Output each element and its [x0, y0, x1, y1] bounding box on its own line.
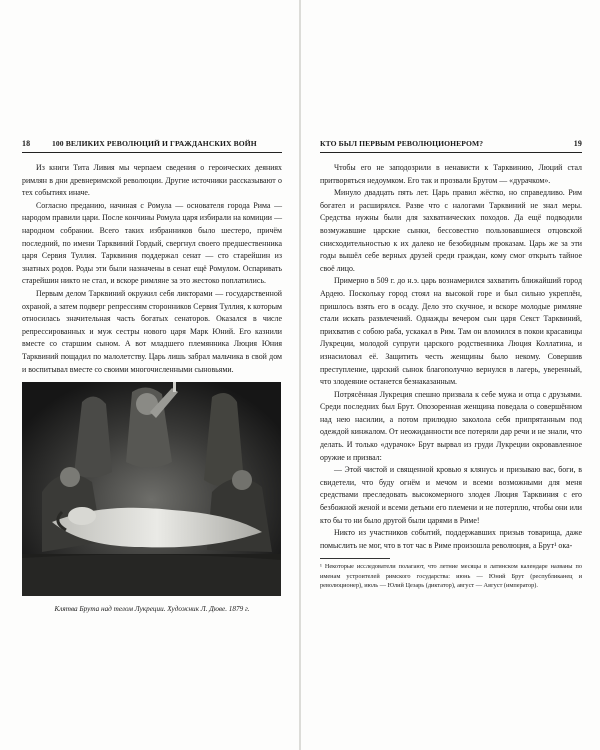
left-running-title: 100 ВЕЛИКИХ РЕВОЛЮЦИЙ И ГРАЖДАНСКИХ ВОЙН [52, 139, 257, 148]
book-gutter [299, 0, 301, 750]
right-paragraph-4: Потрясённая Лукреция спешно призвала к себе мужа и отца с друзьями. Среди последних был Брут. Опозоренная женщина поведала о совершённом над нею насилии, а потом прилюдно заколола себя припрятанным под одеждой кинжалом. От неожиданности все потеряли дар речи и не знали, что делать. И только «дурачок» Брут вырвал из груди Лукреции окровавленное оружие и призвал: [320, 389, 582, 462]
right-paragraph-3: Примерно в 509 г. до н.э. царь вознамерился захватить ближайший город Ардею. Поскольку город стоял на высокой горе и был сильно укреплён, пришлось взять его в осаду. Дело это скучное, и вскоре молодые римляне стали искать развлечений. Однажды вечером сын царя Секст Тарквиний, прихватив с собою раба, ускакал в Рим. Там он вломился в покои красавицы Лукреции, молодой супруги царского родственника Люция Коллатина, и изнасиловал её. Защитить честь женщины было некому. Совершив преступление, царский сынок благополучно вернулся в лагерь, уверенный, что злодеяние останется безнаказанным. [320, 276, 582, 387]
left-page-number: 18 [22, 139, 31, 148]
painting-image [22, 382, 281, 596]
left-page-body [22, 162, 282, 376]
right-page-number: 19 [573, 139, 582, 148]
footnote-rule [320, 558, 390, 559]
footnote: ¹ Некоторые исследователи полагают, что летние месяцы в латинском календаре названы по именам устроителей римского государства: июнь — Юний Брут (республиканец и революционер), июль — Юлий Цезарь (диктатор), август — Август (император). [320, 563, 582, 589]
right-page-body [320, 162, 582, 552]
right-paragraph-6: Никто из участников событий, поддержавших призыв товарища, даже помыслить не мог, что в тот час в Риме произошла революция, а Брут¹ ока- [320, 528, 582, 550]
right-page [320, 136, 582, 590]
painting-caption: Клятва Брута над телом Лукреции. Художник Л. Дюве. 1879 г. [54, 605, 250, 614]
right-paragraph-2: Минуло двадцать пять лет. Царь правил жёстко, но справедливо. Рим богател и расширялся. Разве что с налогами Тарквиний не знал меры. Средства нужны были для захватнических походов. Да ещё подводили возмужавшие царские сынки, бессовестно пользовавшиеся отцовской снисходительностью к их далеко не безобидным проказам. Царь же за эти годы вышёл себе верных друзей среди граждан, кому смог открыть тайное своё лицо. [320, 188, 582, 273]
right-paragraph-1: Чтобы его не заподозрили в ненависти к Тарквинию, Люций стал притворяться недоумком. Его так и прозвали Брутом — «дурачком». [320, 163, 582, 185]
left-page-header [22, 136, 282, 153]
right-paragraph-5: — Этой чистой и священной кровью я клянусь и призываю вас, боги, в свидетели, что буду огнём и мечом и всеми возможными для меня средствами преследовать высокомерного злодея Люция Тарквиния с его безбожной женой и всеми детьми его племени и не потерплю, чтобы они или кто бы то ни было другой были царями в Риме! [320, 465, 582, 525]
left-paragraph-1: Из книги Тита Ливия мы черпаем сведения о героических деяниях римлян в дни древнеримской революции. Другие источники рассказывают о тех событиях иначе. [22, 163, 282, 198]
right-page-header [320, 136, 582, 153]
left-page [22, 136, 282, 614]
painting-illustration [22, 382, 281, 596]
left-paragraph-2: Согласно преданию, начиная с Ромула — основателя города Рима — народом правили цари. После кончины Ромула царя избирали на комиции — народном собрании. Всего таких избранников было шестеро, причём последний, по имени Тарквиний Гордый, свергнул своего предшественника царя Сервия Туллия. Тарквиния поддержал сенат — сто старейшин из знатных родов. Роды эти были назначены в сенат ещё Ромулом. Оспаривать старейшин никто не стал, и вскоре римляне за это жестоко поплатились. [22, 200, 282, 286]
left-paragraph-3: Первым делом Тарквиний окружил себя ликторами — государственной охраной, а затем подверг репрессиям сторонников Сервия Туллия, к которым относилась значительная часть богатых сенаторов. Оказался в числе репрессированных и муж сестры нового царя Марк Юний. Его казнили вместе со старшим сыном. А вот младшего племянника Люция Юния Тарквиний пощадил по малолетству. Царь лишь забрал мальчика в свой дом и воспитывал вместе со своими многочисленными сыновьями. [22, 288, 282, 374]
right-running-title: КТО БЫЛ ПЕРВЫМ РЕВОЛЮЦИОНЕРОМ? [320, 139, 484, 148]
